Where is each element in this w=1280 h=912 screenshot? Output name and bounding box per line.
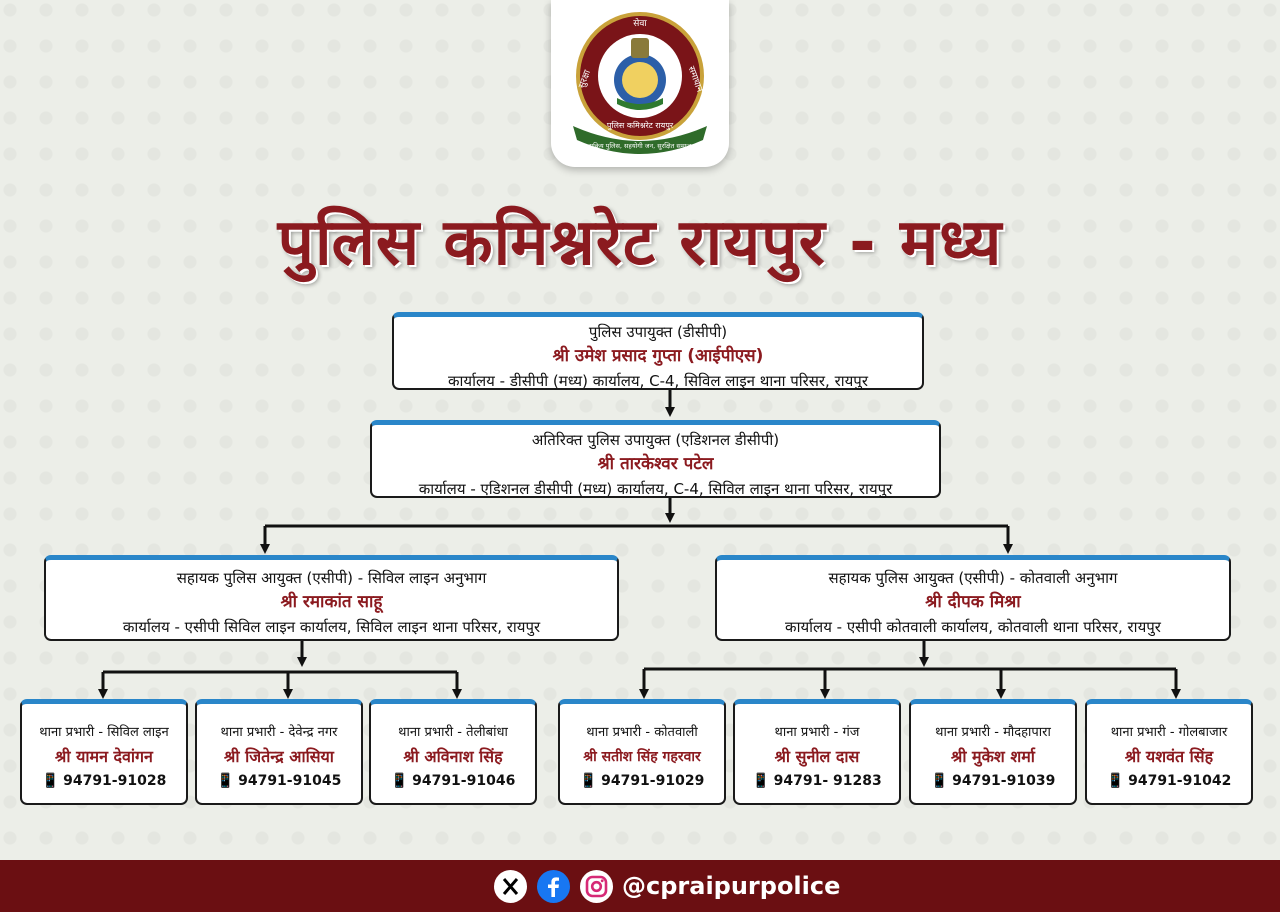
- x-icon[interactable]: [494, 870, 527, 903]
- mobile-phone-icon: 📱: [216, 773, 235, 789]
- acp-office: कार्यालय - एसीपी कोतवाली कार्यालय, कोतवाली थाना परिसर, रायपुर: [785, 618, 1161, 636]
- station-label: थाना प्रभारी - सिविल लाइन: [39, 725, 169, 740]
- svg-text:समाधान: समाधान: [685, 65, 705, 94]
- addl-dcp-box: [370, 420, 941, 498]
- station-officer-name: श्री अविनाश सिंह: [403, 747, 503, 766]
- mobile-phone-icon: 📱: [930, 773, 949, 789]
- acp-designation: सहायक पुलिस आयुक्त (एसीपी) - कोतवाली अनुभाग: [828, 569, 1118, 587]
- station-officer-name: श्री सुनील दास: [774, 747, 860, 766]
- svg-text:सुरक्षा: सुरक्षा: [577, 68, 593, 90]
- station-phone: 📱 94791-91029: [560, 770, 724, 792]
- mobile-phone-icon: 📱: [579, 773, 598, 789]
- station-label: थाना प्रभारी - कोतवाली: [586, 725, 698, 740]
- station-officer-name: श्री सतीश सिंह गहरवार: [583, 749, 701, 765]
- svg-text:सेवा: सेवा: [633, 19, 647, 29]
- instagram-icon[interactable]: [580, 870, 613, 903]
- svg-text:सक्रिय पुलिस, सहयोगी जन, सुरक्: सक्रिय पुलिस, सहयोगी जन, सुरक्षित समाज: [588, 142, 692, 150]
- station-box-civil-line: [20, 699, 188, 805]
- dcp-office: कार्यालय - डीसीपी (मध्य) कार्यालय, C-4, सिविल लाइन थाना परिसर, रायपुर: [448, 372, 868, 390]
- station-label: थाना प्रभारी - मौदहापारा: [935, 725, 1051, 740]
- mobile-phone-icon: 📱: [752, 773, 770, 789]
- station-phone: 📱 94791-91042: [1087, 770, 1251, 792]
- station-label: थाना प्रभारी - गंज: [774, 725, 860, 740]
- addl-dcp-designation: अतिरिक्त पुलिस उपायुक्त (एडिशनल डीसीपी): [531, 431, 780, 449]
- page-title: पुलिस कमिश्नरेट रायपुर - मध्य: [277, 206, 1003, 280]
- station-phone: 📱 94791-91046: [371, 770, 535, 792]
- mobile-phone-icon: 📱: [41, 773, 60, 789]
- dcp-designation: पुलिस उपायुक्त (डीसीपी): [588, 323, 728, 341]
- acp-office: कार्यालय - एसीपी सिविल लाइन कार्यालय, सिविल लाइन थाना परिसर, रायपुर: [122, 618, 541, 636]
- mobile-phone-icon: 📱: [390, 773, 409, 789]
- facebook-icon[interactable]: [537, 870, 570, 903]
- addl-dcp-office: कार्यालय - एडिशनल डीसीपी (मध्य) कार्यालय, C-4, सिविल लाइन थाना परिसर, रायपुर: [418, 480, 893, 498]
- dcp-box: [392, 312, 924, 390]
- mobile-phone-icon: 📱: [1106, 773, 1125, 789]
- svg-text:पुलिस कमिश्नरेट रायपुर: पुलिस कमिश्नरेट रायपुर: [606, 121, 674, 130]
- acp-civil-line-box: [44, 555, 619, 641]
- dcp-name: श्री उमेश प्रसाद गुप्ता (आईपीएस): [552, 346, 764, 366]
- addl-dcp-name: श्री तारकेश्वर पटेल: [597, 454, 714, 474]
- acp-name: श्री रमाकांत साहू: [280, 592, 383, 612]
- station-box-kotwali: [558, 699, 726, 805]
- station-phone: 📱 94791- 91283: [735, 770, 899, 792]
- station-box-devendra-nagar: [195, 699, 363, 805]
- station-officer-name: श्री यामन देवांगन: [55, 747, 153, 766]
- acp-designation: सहायक पुलिस आयुक्त (एसीपी) - सिविल लाइन अनुभाग: [176, 569, 487, 587]
- station-box-golbazar: [1085, 699, 1253, 805]
- station-officer-name: श्री यशवंत सिंह: [1124, 747, 1214, 766]
- station-officer-name: श्री मुकेश शर्मा: [951, 747, 1035, 766]
- social-handle[interactable]: @cpraipurpolice: [622, 872, 841, 900]
- station-phone: 📱 94791-91039: [911, 770, 1075, 792]
- station-phone: 📱 94791-91045: [197, 770, 361, 792]
- station-box-maudhapara: [909, 699, 1077, 805]
- station-label: थाना प्रभारी - गोलबाजार: [1110, 725, 1228, 740]
- acp-name: श्री दीपक मिश्रा: [925, 592, 1021, 612]
- station-label: थाना प्रभारी - देवेन्द्र नगर: [220, 725, 338, 740]
- station-phone: 📱 94791-91028: [22, 770, 186, 792]
- footer-bar: [0, 860, 1280, 912]
- station-label: थाना प्रभारी - तेलीबांधा: [398, 725, 508, 740]
- station-officer-name: श्री जितेन्द्र आसिया: [224, 747, 334, 766]
- acp-kotwali-box: [715, 555, 1231, 641]
- station-box-ganj: [733, 699, 901, 805]
- station-box-telibandha: [369, 699, 537, 805]
